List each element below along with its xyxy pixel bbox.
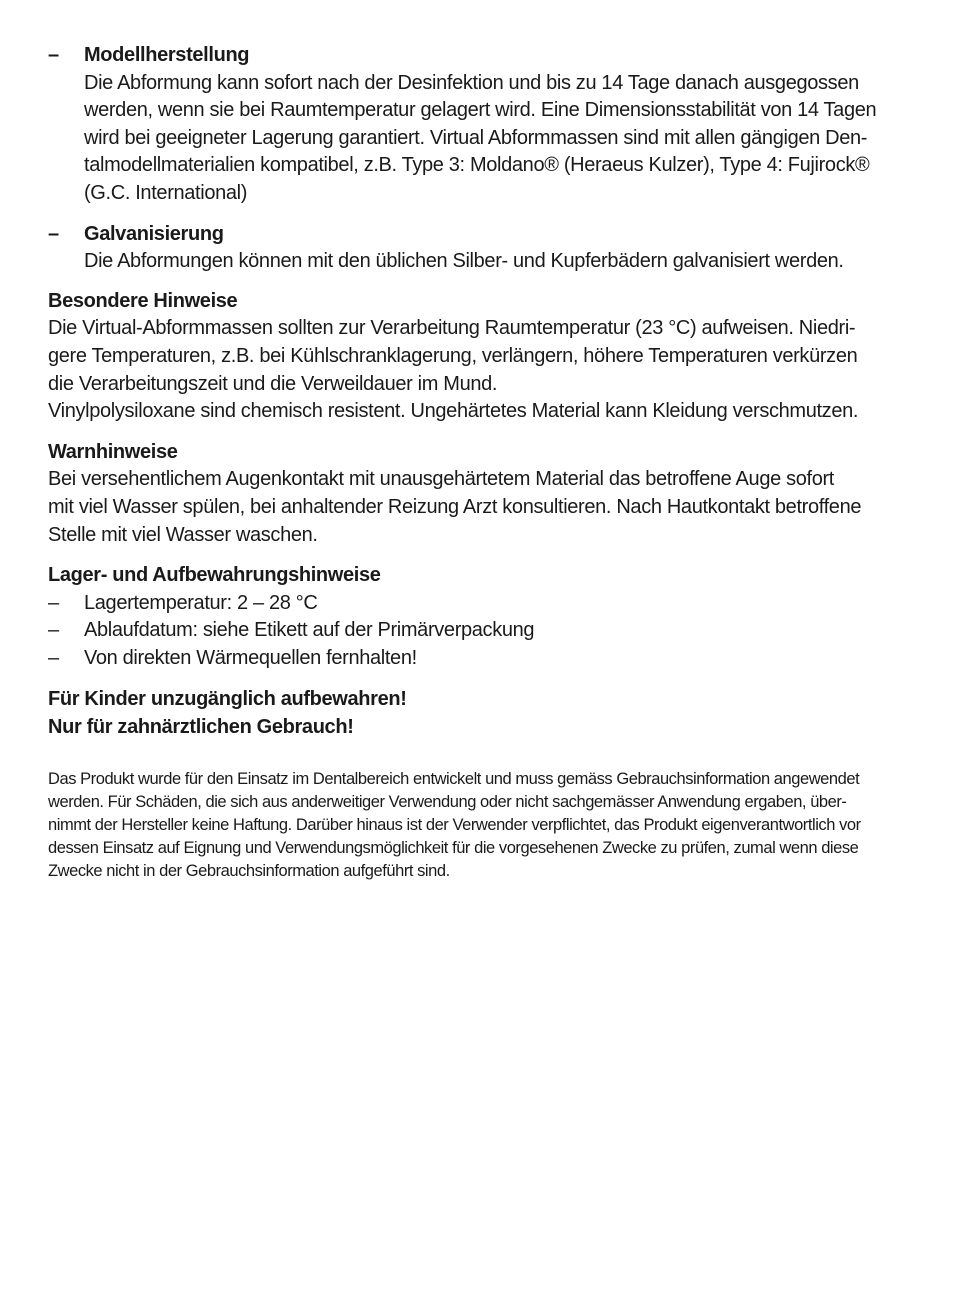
list-item — [48, 645, 908, 673]
section-title: Besondere Hinweise — [48, 289, 238, 312]
paragraph-line: Bei versehentlichem Augenkontakt mit unausgehärtetem Material das betroffene Auge sofort — [48, 468, 834, 491]
list-item-text: Ablaufdatum: siehe Etikett auf der Primärverpackung — [84, 619, 535, 642]
paragraph-line: Die Abformung kann sofort nach der Desinfektion und bis zu 14 Tage danach ausgegossen — [84, 71, 859, 94]
list-item-text: Von direkten Wärmequellen fernhalten! — [84, 646, 417, 669]
list-dash: – — [48, 44, 59, 66]
disclaimer — [48, 768, 908, 883]
section-title: Galvanisierung — [84, 222, 224, 245]
list-dash: – — [48, 646, 59, 669]
dental-use-warning: Nur für zahnärztlichen Gebrauch! — [48, 716, 354, 739]
section-warnhinweise — [48, 439, 908, 549]
section-title: Lager- und Aufbewahrungshinweise — [48, 564, 381, 587]
section-warnings — [48, 686, 908, 741]
paragraph-line: talmodellmaterialien kompatibel, z.B. Type 3: Moldano® (Heraeus Kulzer), Type 4: Fujirock® — [84, 154, 870, 177]
list-dash: – — [48, 619, 59, 642]
section-title: Modellherstellung — [84, 44, 250, 66]
paragraph-line: mit viel Wasser spülen, bei anhaltender Reizung Arzt konsultieren. Nach Hautkontakt betroffene — [48, 495, 862, 518]
paragraph-line: Die Abformungen können mit den üblichen Silber- und Kupferbädern galvanisiert werden. — [84, 250, 844, 273]
list-item — [48, 590, 908, 618]
disclaimer-line: Zwecke nicht in der Gebrauchsinformation aufgeführt sind. — [48, 861, 450, 880]
disclaimer-line: Das Produkt wurde für den Einsatz im Dentalbereich entwickelt und muss gemäss Gebrauchsinformation angewendet — [48, 769, 860, 788]
section-lager — [48, 562, 908, 672]
children-warning: Für Kinder unzugänglich aufbewahren! — [48, 688, 407, 711]
document-page — [48, 42, 908, 883]
list-item — [48, 617, 908, 645]
list-dash: – — [48, 222, 59, 245]
paragraph-line: die Verarbeitungszeit und die Verweildauer im Mund. — [48, 372, 498, 395]
paragraph-line: (G.C. International) — [84, 181, 248, 204]
paragraph-line: Stelle mit viel Wasser waschen. — [48, 523, 318, 546]
disclaimer-line: werden. Für Schäden, die sich aus anderweitiger Verwendung oder nicht sachgemässer Anwendung ergaben, über- — [48, 792, 847, 811]
paragraph-line: wird bei geeigneter Lagerung garantiert. Virtual Abformmassen sind mit allen gängigen Den- — [84, 126, 868, 149]
paragraph-line: Die Virtual-Abformmassen sollten zur Verarbeitung Raumtemperatur (23 °C) aufweisen. Niedri- — [48, 317, 856, 340]
list-dash: – — [48, 591, 59, 614]
disclaimer-line: dessen Einsatz auf Eignung und Verwendungsmöglichkeit für die vorgesehenen Zwecke zu prüfen, zumal wenn diese — [48, 838, 859, 857]
section-galvanisierung — [48, 221, 908, 276]
paragraph-line: gere Temperaturen, z.B. bei Kühlschranklagerung, verlängern, höhere Temperaturen verkürzen — [48, 344, 858, 367]
list-item-text: Lagertemperatur: 2 – 28 °C — [84, 591, 318, 614]
paragraph-line: werden, wenn sie bei Raumtemperatur gelagert wird. Eine Dimensionsstabilität von 14 Tagen — [84, 99, 877, 122]
section-title: Warnhinweise — [48, 440, 178, 463]
paragraph-line: Vinylpolysiloxane sind chemisch resistent. Ungehärtetes Material kann Kleidung verschmutzen. — [48, 400, 859, 423]
section-modellherstellung — [48, 42, 908, 208]
disclaimer-line: nimmt der Hersteller keine Haftung. Darüber hinaus ist der Verwender verpflichtet, das Produkt eigenverantwortlich vor — [48, 815, 861, 834]
section-besondere-hinweise — [48, 288, 908, 426]
